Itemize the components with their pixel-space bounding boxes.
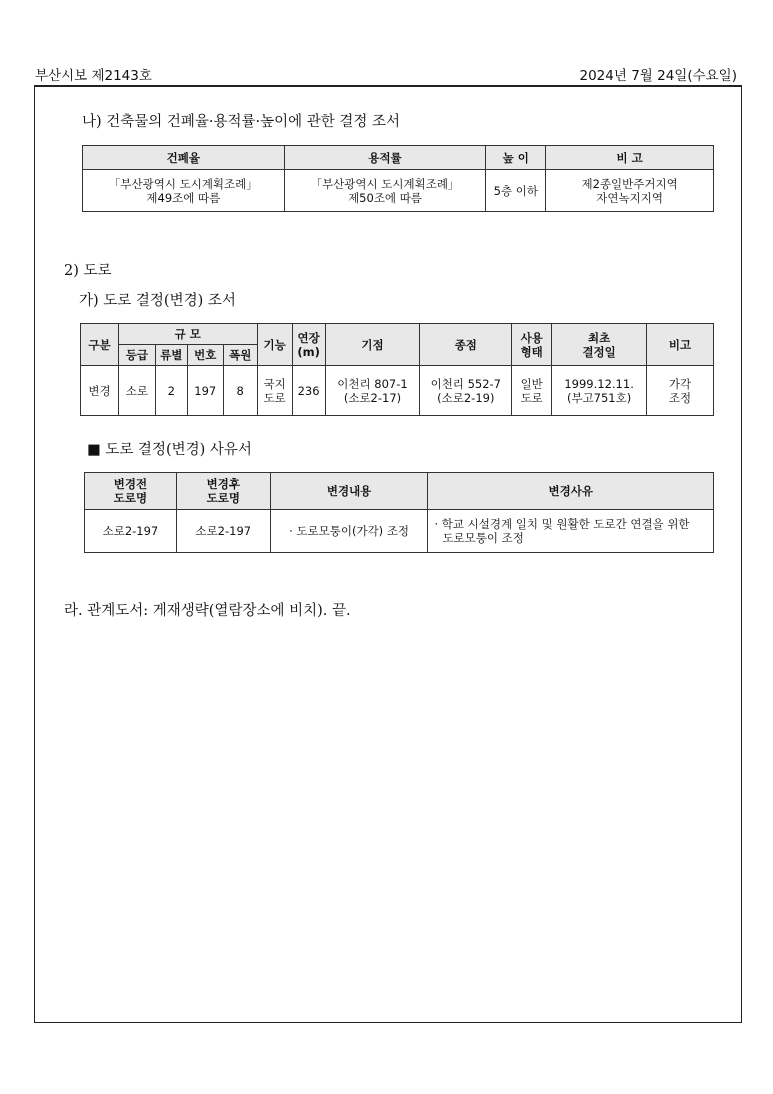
header-number: 번호 bbox=[187, 345, 223, 366]
coverage-line2: 제49조에 따름 bbox=[146, 190, 221, 205]
header-usage bbox=[512, 324, 552, 366]
end-line1: 이천리 552-7 bbox=[430, 376, 501, 391]
header-width: 폭원 bbox=[223, 345, 257, 366]
usage-value-line2: 도로 bbox=[520, 390, 543, 405]
cell-number: 197 bbox=[187, 366, 223, 416]
before-line2: 도로명 bbox=[113, 491, 148, 505]
header-grade: 등급 bbox=[118, 345, 155, 366]
length-unit: (m) bbox=[297, 344, 320, 359]
far-line2: 제50조에 따름 bbox=[348, 190, 422, 205]
function-line1: 국지 bbox=[263, 376, 286, 391]
start-line2: (소로2-17) bbox=[343, 390, 402, 405]
reason-line2: 도로모퉁이 조정 bbox=[442, 531, 524, 545]
header-length bbox=[292, 324, 325, 366]
header-scale: 규 모 bbox=[118, 324, 257, 345]
end-line2: (소로2-19) bbox=[437, 390, 495, 405]
cell-grade: 소로 bbox=[118, 366, 155, 416]
cell-end bbox=[420, 366, 512, 416]
cell-before-road: 소로2-197 bbox=[85, 510, 177, 553]
usage-value-line1: 일반 bbox=[520, 376, 543, 391]
cell-category: 변경 bbox=[81, 366, 119, 416]
cell-width: 8 bbox=[223, 366, 257, 416]
cell-floor-area-ratio bbox=[284, 170, 486, 212]
length-label: 연장 bbox=[297, 330, 320, 345]
cell-change-content: · 도로모퉁이(가각) 조정 bbox=[270, 510, 428, 553]
start-line1: 이천리 807-1 bbox=[337, 376, 408, 391]
cell-function bbox=[257, 366, 292, 416]
header-type: 류별 bbox=[155, 345, 187, 366]
first-decision-line1: 최초 bbox=[587, 330, 611, 345]
after-line1: 변경후 bbox=[206, 477, 240, 491]
table-header-row bbox=[81, 324, 714, 345]
header-function: 기능 bbox=[257, 324, 292, 366]
header-end: 종점 bbox=[420, 324, 512, 366]
section-na-title: 나) 건축물의 건폐율·용적률·높이에 관한 결정 조서 bbox=[82, 114, 401, 130]
note-line2: 자연녹지지역 bbox=[596, 190, 663, 205]
cell-note bbox=[647, 366, 714, 416]
far-line1: ｢부산광역시 도시계획조례｣ bbox=[316, 176, 454, 191]
before-line1: 변경전 bbox=[113, 477, 148, 491]
building-ratio-table bbox=[82, 145, 714, 212]
section-ra-text: 라. 관계도서: 게재생략(열람장소에 비치). 끝. bbox=[64, 603, 351, 619]
usage-line2: 형태 bbox=[520, 344, 543, 359]
table-row bbox=[85, 510, 714, 553]
road-decision-table bbox=[80, 323, 714, 416]
cell-note bbox=[546, 170, 714, 212]
first-decision-notice: (부고751호) bbox=[566, 390, 632, 405]
cell-start bbox=[325, 366, 420, 416]
cell-change-reason bbox=[428, 510, 714, 553]
coverage-line1: ｢부산광역시 도시계획조례｣ bbox=[114, 176, 253, 191]
function-line2: 도로 bbox=[263, 390, 286, 405]
table-row bbox=[81, 366, 714, 416]
header-height: 높 이 bbox=[486, 146, 546, 170]
cell-type: 2 bbox=[155, 366, 187, 416]
road-note-line1: 가각 bbox=[668, 376, 692, 391]
gazette-issue: 부산시보 제2143호 bbox=[35, 68, 152, 84]
after-line2: 도로명 bbox=[206, 491, 240, 505]
section-road-title: 가) 도로 결정(변경) 조서 bbox=[79, 293, 236, 309]
section-road-heading: 2) 도로 bbox=[64, 263, 112, 279]
cell-first-decision bbox=[552, 366, 647, 416]
cell-after-road: 소로2-197 bbox=[176, 510, 270, 553]
table-header-row bbox=[85, 473, 714, 510]
section-reason-title: ■ 도로 결정(변경) 사유서 bbox=[87, 442, 252, 458]
cell-length: 236 bbox=[292, 366, 325, 416]
header-change-content: 변경내용 bbox=[270, 473, 428, 510]
cell-usage bbox=[512, 366, 552, 416]
reason-line1: · 학교 시설경계 일치 및 원활한 도로간 연결을 위한 bbox=[434, 517, 690, 531]
cell-coverage bbox=[83, 170, 285, 212]
road-note-line2: 조정 bbox=[668, 390, 692, 405]
publication-date: 2024년 7월 24일(수요일) bbox=[579, 68, 737, 84]
header-note: 비 고 bbox=[546, 146, 714, 170]
cell-height: 5층 이하 bbox=[486, 170, 546, 212]
note-line1: 제2종일반주거지역 bbox=[581, 176, 678, 191]
header-first-decision bbox=[552, 324, 647, 366]
table-row bbox=[83, 170, 714, 212]
header-start: 기점 bbox=[325, 324, 420, 366]
road-change-reason-table bbox=[84, 472, 714, 553]
header-note: 비고 bbox=[647, 324, 714, 366]
page-frame bbox=[34, 85, 742, 1023]
first-decision-date: 1999.12.11. bbox=[564, 376, 634, 391]
header-change-reason: 변경사유 bbox=[428, 473, 714, 510]
first-decision-line2: 결정일 bbox=[582, 344, 616, 359]
header-before-road bbox=[85, 473, 177, 510]
header-floor-area-ratio: 용적률 bbox=[284, 146, 486, 170]
header-after-road bbox=[176, 473, 270, 510]
table-header-row bbox=[83, 146, 714, 170]
header-coverage: 건폐율 bbox=[83, 146, 285, 170]
usage-line1: 사용 bbox=[520, 330, 543, 345]
header-category: 구분 bbox=[81, 324, 119, 366]
